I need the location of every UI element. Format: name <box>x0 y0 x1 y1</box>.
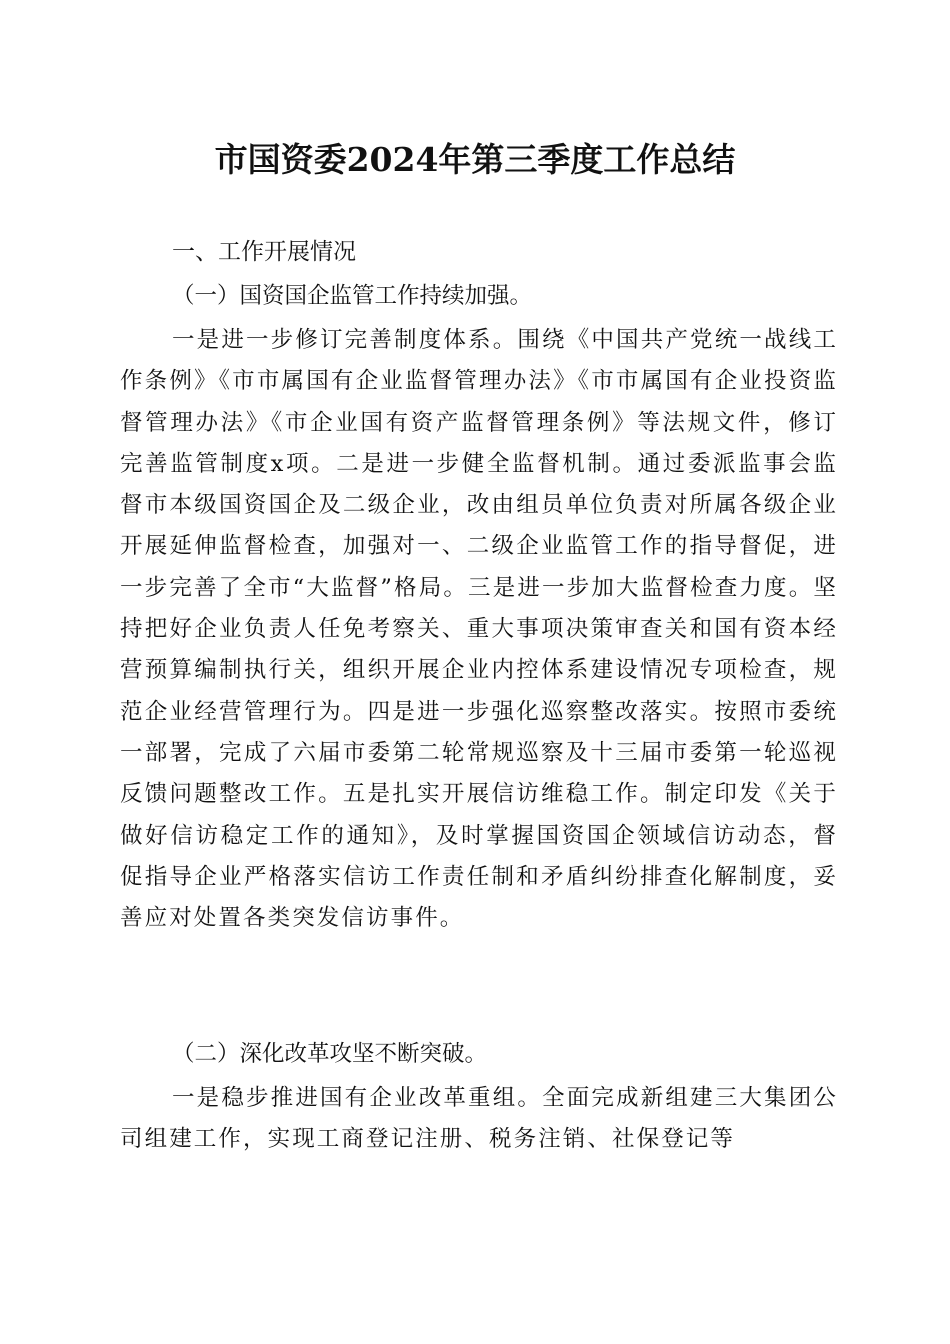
body-paragraph-1: 一是进一步修订完善制度体系。围绕《中国共产党统一战线工作条例》《市市属国有企业监督管理办法》《市市属国有企业投资监督管理办法》《市企业国有资产监督管理条例》等法规文件，修订完善监管制度x项。二是进一步健全监督机制。通过委派监事会监督市本级国资国企及二级企业，改由组员单位负责对所属各级企业开展延伸监督检查，加强对一、二级企业监管工作的指导督促，进一步完善了全市“大监督”格局。三是进一步加大监督检查力度。坚持把好企业负责人任免考察关、重大事项决策审查关和国有资本经营预算编制执行关，组织开展企业内控体系建设情况专项检查，规范企业经营管理行为。四是进一步强化巡察整改落实。按照市委统一部署，完成了六届市委第二轮常规巡察及十三届市委第一轮巡视反馈问题整改工作。五是扎实开展信访维稳工作。制定印发《关于做好信访稳定工作的通知》，及时掌握国资国企领域信访动态，督促指导企业严格落实信访工作责任制和矛盾纠纷排查化解制度，妥善应对处置各类突发信访事件。 <box>120 327 838 932</box>
body-paragraph-2: 一是稳步推进国有企业改革重组。全面完成新组建三大集团公司组建工作，实现工商登记注册、税务注销、社保登记等 <box>120 1085 838 1153</box>
document-title: 市国资委2024年第三季度工作总结 <box>214 140 736 179</box>
section-heading: 一、工作开展情况 <box>172 239 356 265</box>
subsection-heading-2: （二）深化改革攻坚不断突破。 <box>172 1041 488 1067</box>
subsection-heading-1: （一）国资国企监管工作持续加强。 <box>172 283 533 309</box>
